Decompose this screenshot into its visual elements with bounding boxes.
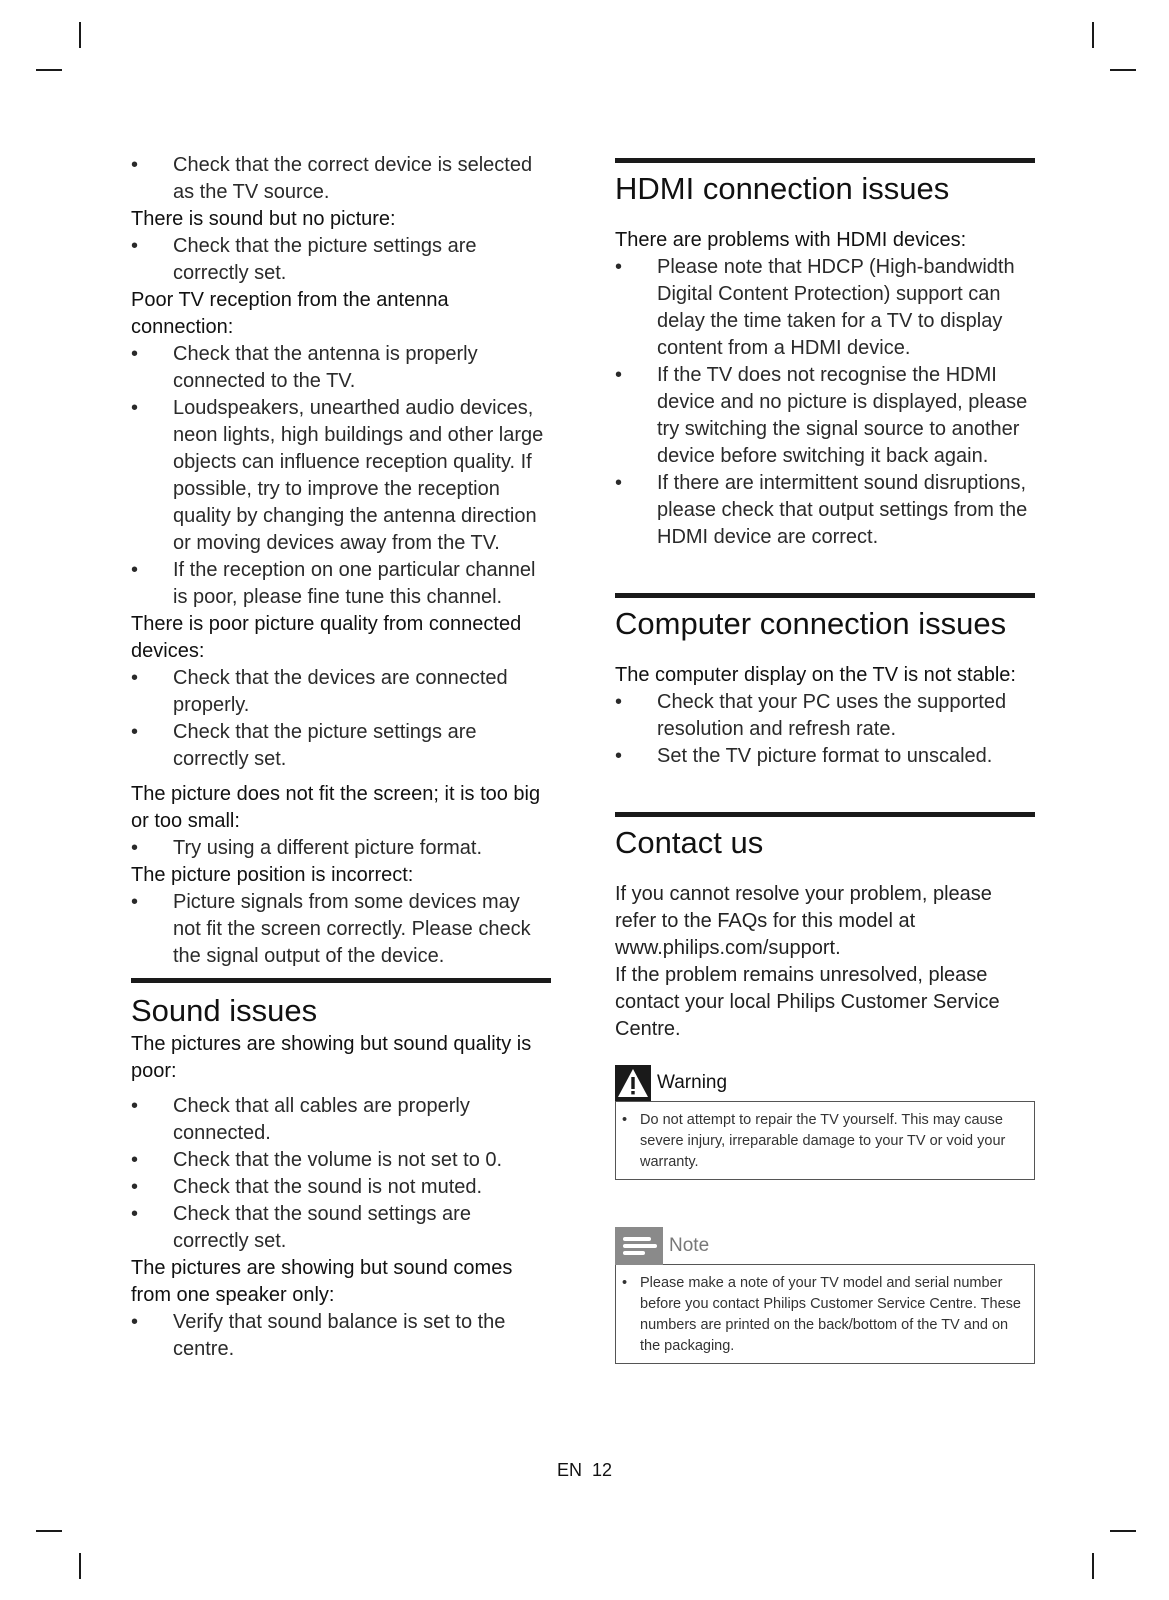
list-item: • Check that the picture settings are correctly set.	[131, 235, 477, 284]
crop-mark	[1092, 22, 1094, 48]
contact-paragraph: If you cannot resolve your problem, please refer to the FAQs for this model at www.philips.com/support.	[615, 883, 992, 959]
crop-mark	[36, 69, 62, 71]
crop-mark	[79, 1553, 81, 1579]
list-item: • Set the TV picture format to unscaled.	[615, 745, 993, 767]
subheading: There is poor picture quality from connected devices:	[131, 613, 522, 662]
warning-box	[615, 1101, 1035, 1180]
list-item: • Check that the picture settings are correctly set.	[131, 721, 477, 770]
crop-mark	[1110, 1530, 1136, 1532]
footer-language: EN	[556, 1460, 582, 1480]
note-icon	[615, 1227, 663, 1265]
list-item: • Check that your PC uses the supported resolution and refresh rate.	[615, 691, 1007, 740]
list-item: • Try using a different picture format.	[131, 837, 483, 859]
section-title: Sound issues	[131, 993, 318, 1028]
contact-paragraph: If the problem remains unresolved, please contact your local Philips Customer Service Centre.	[615, 964, 1000, 1040]
subheading: The computer display on the TV is not stable:	[615, 664, 1016, 686]
warning-header	[615, 1065, 1035, 1101]
section-title: Contact us	[615, 825, 764, 860]
list-item: • If the reception on one particular channel is poor, please fine tune this channel.	[131, 559, 536, 608]
crop-mark	[1110, 69, 1136, 71]
crop-mark	[1092, 1553, 1094, 1579]
warning-label: Warning	[657, 1072, 728, 1093]
list-item: • Loudspeakers, unearthed audio devices, neon lights, high buildings and other large objects can influence reception quality. If possible, try to improve the reception quality by changing the antenna direction or moving devices away from the TV.	[131, 397, 544, 554]
subheading: The picture does not fit the screen; it is too big or too small:	[131, 783, 541, 832]
left-column	[131, 152, 551, 1363]
note-label: Note	[669, 1235, 710, 1256]
note-header	[615, 1228, 1035, 1264]
list-item: • Check that the correct device is selected as the TV source.	[131, 154, 533, 203]
warning-icon	[615, 1065, 651, 1101]
list-item: • Check that all cables are properly connected.	[131, 1095, 470, 1144]
list-item: • Check that the devices are connected properly.	[131, 667, 508, 716]
subheading: The pictures are showing but sound comes from one speaker only:	[131, 1257, 513, 1306]
section-title: HDMI connection issues	[615, 171, 950, 206]
list-item: • Picture signals from some devices may not fit the screen correctly. Please check the signal output of the device.	[131, 891, 531, 967]
crop-mark	[36, 1530, 62, 1532]
list-item: • Check that the volume is not set to 0.	[131, 1149, 503, 1171]
page-footer	[0, 1460, 1169, 1481]
right-column	[615, 158, 1035, 1364]
section-title: Computer connection issues	[615, 606, 1007, 641]
list-item: • Please note that HDCP (High-bandwidth Digital Content Protection) support can delay the time taken for a TV to display content from a HDMI device.	[615, 256, 1015, 359]
list-item: • Check that the sound is not muted.	[131, 1176, 483, 1198]
crop-mark	[79, 22, 81, 48]
subheading: The pictures are showing but sound quality is poor:	[131, 1033, 532, 1082]
note-box	[615, 1264, 1035, 1364]
subheading: There are problems with HDMI devices:	[615, 229, 967, 251]
subheading: The picture position is incorrect:	[131, 864, 414, 886]
list-item: • Check that the sound settings are correctly set.	[131, 1203, 471, 1252]
subheading: Poor TV reception from the antenna connection:	[131, 289, 449, 338]
list-item: • Check that the antenna is properly connected to the TV.	[131, 343, 478, 392]
list-item: • If there are intermittent sound disruptions, please check that output settings from the HDMI device are correct.	[615, 472, 1028, 548]
list-item: • If the TV does not recognise the HDMI device and no picture is displayed, please try switching the signal source to another device before switching it back again.	[615, 364, 1028, 467]
list-item: • Please make a note of your TV model and serial number before you contact Philips Customer Service Centre. These numbers are printed on the back/bottom of the TV and on the packaging.	[622, 1275, 1021, 1354]
subheading: There is sound but no picture:	[131, 208, 396, 230]
list-item: • Do not attempt to repair the TV yourself. This may cause severe injury, irreparable damage to your TV or void your warranty.	[622, 1112, 1006, 1170]
page-number: 12	[592, 1460, 613, 1480]
list-item: • Verify that sound balance is set to the centre.	[131, 1311, 506, 1360]
